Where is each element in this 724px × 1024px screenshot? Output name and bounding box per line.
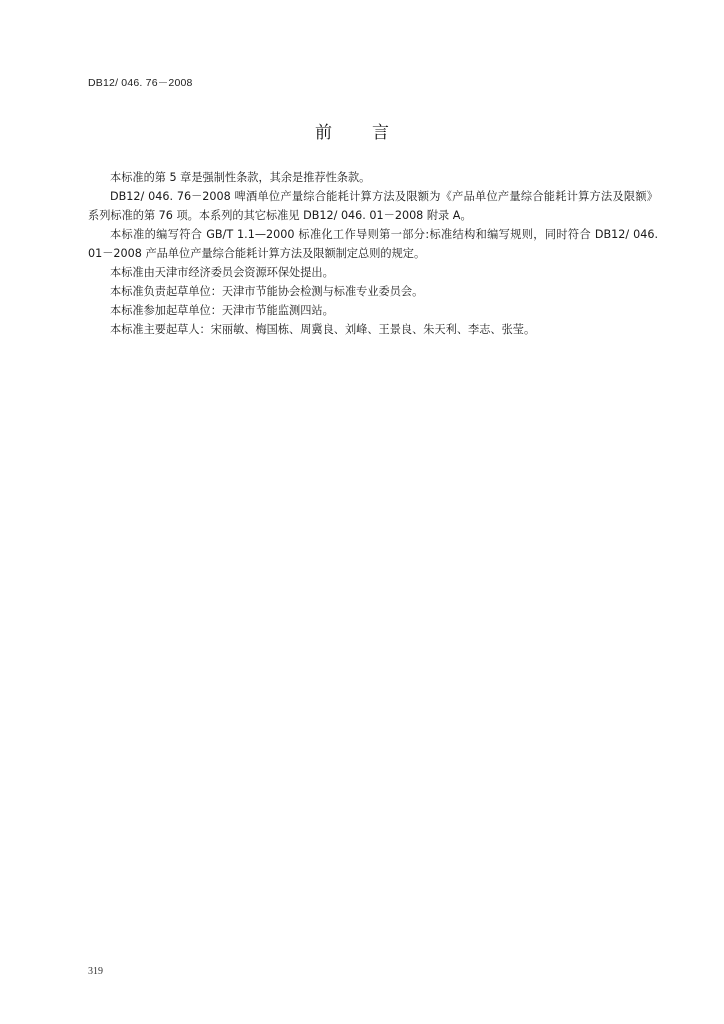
- foreword-body: [88, 168, 658, 339]
- paragraph-drafting-rules: 本标准的编写符合 GB/T 1.1—2000 标准化工作导则第一部分:标准结构和编写规则，同时符合 DB12/ 046. 01－2008 产品单位产量综合能耗计算方法及限额制定总则的规定。: [88, 228, 658, 260]
- document-code-header: DB12/ 046. 76－2008: [88, 77, 193, 89]
- page-number: 319: [88, 966, 103, 977]
- paragraph-main-drafters: 本标准主要起草人：宋丽敏、梅国栋、周冀良、刘峰、王景良、朱天利、李志、张莹。: [110, 323, 536, 336]
- paragraph-proposer: 本标准由天津市经济委员会资源环保处提出。: [110, 266, 334, 279]
- paragraph-responsible-drafter: 本标准负责起草单位：天津市节能协会检测与标准专业委员会。: [110, 285, 424, 298]
- paragraph-series-info: DB12/ 046. 76－2008 啤酒单位产量综合能耗计算方法及限额为《产品单位产量综合能耗计算方法及限额》系列标准的第 76 项。本系列的其它标准见 DB12/ 046. 01－2008 附录 A。: [88, 190, 658, 222]
- section-title: 前言: [315, 123, 429, 143]
- paragraph-participating-drafter: 本标准参加起草单位：天津市节能监测四站。: [110, 304, 334, 317]
- paragraph-mandatory-clause: 本标准的第 5 章是强制性条款，其余是推荐性条款。: [110, 171, 371, 184]
